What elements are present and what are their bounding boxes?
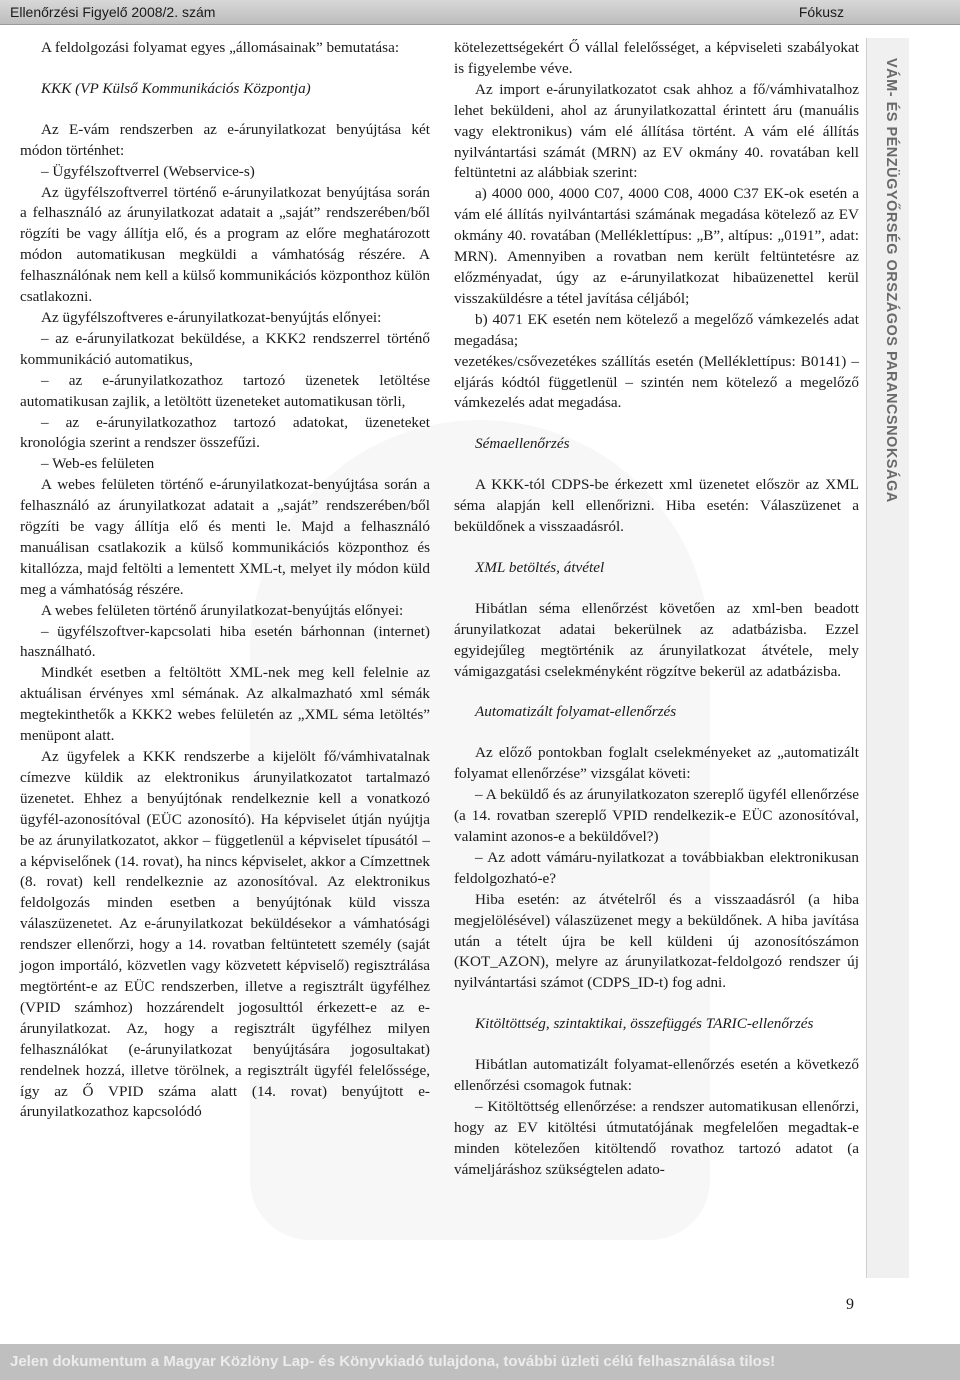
spacer — [454, 723, 859, 743]
paragraph: Az ügyfelek a KKK rendszerbe a kijelölt fő/vámhivatalnak címezve küldik az elektronikus árunyilatkozatot tartalmazó üzenetet. Ehhez a benyújtónak rendelkeznie kell a vonatkozó ügyfél-azonosítóval (EÜC azonosító). Ha képviselet útján nyújtja be az árunyilatkozatot, akkor – függetlenül a képviselet típusától – a képviselőnek (14. rovat), ha nincs képviselet, akkor a Címzettnek (8. rovat) kell rendelkeznie az azonosítóval. Az elektronikus feldolgozás minden esetben a benyújtónak küld vissza válaszüzenetet. Az e-árunyilatkozat beküldésekor a vámhatósági rendszer ellenőrzi, hogy a 14. rovatban feltüntetett személy (saját jogon importáló, közvetlen vagy közvetett képviselő) regisztrálása megtörtént-e az EÜC rendszerben, illetve a regisztrált ügyfélhez (VPID számhoz) hozzárendelt jogosulttól érkezett-e az e-árunyilatkozat. Az, hogy a regisztrált ügyfélhez milyen felhasználókat (e-árunyilatkozat benyújtására jogosultakat) rendelnek hozzá, illetve törölnek, a regisztrált ügyfél felelőssége, így az Ő VPID száma alatt (14. rovat) benyújtott e-árunyilatkozathoz kapcsolódó — [20, 748, 430, 1121]
section-heading: XML betöltés, átvétel — [475, 558, 605, 576]
paragraph: – Az adott vámáru-nyilatkozat a továbbiakban elektronikusan feldolgozható-e? — [454, 848, 859, 887]
spacer — [454, 1035, 859, 1055]
spacer — [454, 994, 859, 1014]
paragraph: Az import e-árunyilatkozatot csak ahhoz a fő/vámhivatalhoz lehet beküldeni, ahol az árunyilatkozattal érintett áru (manuális vagy elektronikus) vám elé állítása történt. A vám elé állítás nyilvántartási számát (MRN) az EV okmány 40. rovatában kell feltüntetni az alábbiak szerint: — [454, 80, 859, 182]
paragraph: Az ügyfélszoftverrel történő e-árunyilatkozat benyújtása során a felhasználó az árunyilatkozat adatait a „saját” rendszerében/ből rögzíti be vagy állítja elő, és a program az előre meghatározott módon automatikusan megküldi a vámhatóság részére. A felhasználónak nem kell a külső kommunikációs központhoz külön csatlakozni. — [20, 183, 430, 306]
section-heading: Automatizált folyamat-ellenőrzés — [475, 703, 677, 721]
paragraph: – ügyfélszoftver-kapcsolati hiba esetén bárhonnan (internet) használható. — [20, 622, 430, 661]
page-header — [0, 0, 960, 25]
paragraph: – A beküldő és az árunyilatkozaton szereplő ügyfél ellenőrzése (a 14. rovatban szereplő VPID rendelkezik-e EÜC azonosítóval, valamint azonos-e a beküldővel?) — [454, 786, 859, 845]
paragraph: Hiba esetén: az átvételről és a visszaadásról (a hiba megjelölésével) válaszüzenet megy a beküldőnek. A hiba javítása után a tételt újra be kell küldeni új azonosítószámon (KOT_AZON), melyre az árunyilatkozat-feldolgozó rendszer új nyilvántartási számot (CDPS_ID-t) fog adni. — [454, 890, 859, 992]
sidebar-text: VÁM- ÉS PÉNZÜGYŐRSÉG ORSZÁGOS PARANCSNOKSÁGA — [883, 58, 899, 503]
paragraph: – az e-árunyilatkozathoz tartozó üzenetek letöltése automatikusan zajlik, a letöltött üzeneteket automatikusan törli, — [20, 371, 430, 410]
paragraph: A webes felületen történő árunyilatkozat-benyújtás előnyei: — [41, 601, 404, 619]
paragraph: – Web-es felületen — [41, 455, 155, 473]
right-column — [454, 38, 859, 1181]
spacer — [454, 579, 859, 599]
paragraph: – az e-árunyilatkozathoz tartozó adatokat, üzeneteket kronológia szerint a rendszer összefűzi. — [20, 413, 430, 452]
spacer — [454, 682, 859, 702]
page-number: 9 — [846, 1296, 854, 1313]
section-heading: Sémaellenőrzés — [475, 435, 570, 453]
spacer — [454, 538, 859, 558]
paragraph: vezetékes/csővezetékes szállítás esetén (Melléklettípus: B0141) – eljárás kódtól függetlenül – szintén nem kötelező a megelőző vámkezelés adat megadása. — [454, 352, 859, 412]
section-heading: Kitöltöttség, szintaktikai, összefüggés TARIC-ellenőrzés — [475, 1015, 814, 1033]
spacer — [454, 455, 859, 475]
section-heading: KKK (VP Külső Kommunikációs Központja) — [41, 79, 311, 97]
paragraph: Hibátlan automatizált folyamat-ellenőrzés esetén a következő ellenőrzési csomagok futnak: — [454, 1056, 859, 1095]
paragraph: A feldolgozási folyamat egyes „állomásainak” bemutatása: — [41, 39, 400, 56]
spacer — [20, 100, 430, 120]
paragraph: a) 4000 000, 4000 C07, 4000 C08, 4000 C37 EK-ok esetén a vám elé állítás nyilvántartási számának megadása kötelező az EV okmány 40. rovatában (Melléklettípus: „B”, altípus: „0191”, adat: MRN). Amennyiben a rovatban nem került feltüntetésre az előzményadat, úgy az e-árunyilatkozat hibaüzenettel kerül visszaküldésre a tétel javítása céljából; — [454, 185, 859, 307]
footer-notice: Jelen dokumentum a Magyar Közlöny Lap- és Könyvkiadó tulajdona, további üzleti célú felhasználása tilos! — [0, 1344, 960, 1380]
spacer — [454, 414, 859, 434]
paragraph: Az előző pontokban foglalt cselekményeket az „automatizált folyamat ellenőrzése” vizsgálat követi: — [454, 744, 859, 783]
paragraph: – Kitöltöttség ellenőrzése: a rendszer automatikusan ellenőrzi, hogy az EV kitöltési útmutatójának megfelelően megadtak-e minden kötelezően kitöltendő rovathoz tartozó adatot (a vámeljáráshoz szükségtelen adato- — [454, 1097, 859, 1178]
paragraph: kötelezettségekért Ő vállal felelősséget, a képviseleti szabályokat is figyelembe véve. — [454, 39, 859, 77]
paragraph: – Ügyfélszoftverrel (Webservice-s) — [41, 162, 255, 180]
paragraph: Mindkét esetben a feltöltött XML-nek meg kell felelnie az aktuálisan érvényes xml sémának. Az alkalmazható xml sémák megtekinthetők a KKK2 webes felületén az „XML séma letöltés” menüpont alatt. — [20, 664, 430, 745]
left-column — [20, 38, 430, 1123]
sidebar-band — [866, 38, 909, 1278]
paragraph: A webes felületen történő e-árunyilatkozat-benyújtása során a felhasználó az árunyilatkozat adatait a „saját” rendszerében/ből rögzíti be vagy állítja elő és menti le. Majd a felhasználó manuálisan csatlakozik a külső kommunikációs központhoz és kitallózza, majd feltölti a lementett XML-t, melyet ily módon küld meg a vámhatóság részére. — [20, 476, 430, 598]
spacer — [20, 59, 430, 79]
paragraph: – az e-árunyilatkozat beküldése, a KKK2 rendszerrel történő kommunikáció automatikus, — [20, 329, 430, 368]
paragraph: b) 4071 EK esetén nem kötelező a megelőző vámkezelés adat megadása; — [454, 310, 859, 349]
section-title: Fókusz — [798, 4, 844, 20]
paragraph: Hibátlan séma ellenőrzést követően az xml-ben beadott árunyilatkozat adatai bekerülnek az adatbázisba. Ezzel egyidejűleg megtörténik az árunyilatkozat átvétele, mely vámigazgatási cselekményként rögzítve bekerül az adatbázisba. — [454, 599, 859, 680]
paragraph: Az ügyfélszoftveres e-árunyilatkozat-benyújtás előnyei: — [41, 308, 382, 326]
paragraph: A KKK-tól CDPS-be érkezett xml üzenetet először az XML séma alapján kell ellenőrizni. Hiba esetén: Válaszüzenet a beküldőnek a visszaadásról. — [454, 476, 859, 536]
journal-title: Ellenőrzési Figyelő 2008/2. szám — [10, 4, 216, 20]
paragraph: Az E-vám rendszerben az e-árunyilatkozat benyújtása két módon történhet: — [20, 120, 430, 159]
